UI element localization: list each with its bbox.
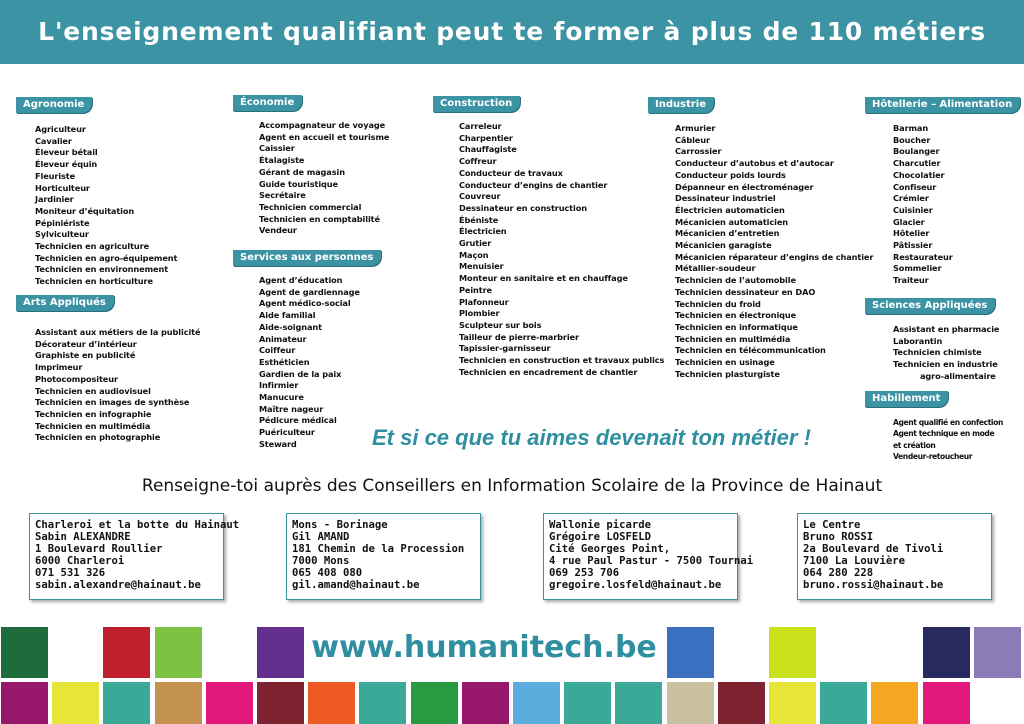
list-item: Conducteur de travaux <box>459 167 563 178</box>
contact-line: 065 408 080 <box>292 567 363 580</box>
category-sciences-appliquees <box>865 295 999 383</box>
list-item: Imprimeur <box>35 362 83 373</box>
category-title: Habillement <box>865 391 948 407</box>
list-item: Chauffagiste <box>459 144 517 155</box>
list-item: Éleveur équin <box>35 159 98 170</box>
contact-line: Gil AMAND <box>292 531 350 544</box>
list-item: Technicien en multimédia <box>675 333 791 344</box>
contact-line: Grégoire LOSFELD <box>549 531 652 544</box>
list-item: Menuisier <box>459 261 504 272</box>
color-square <box>923 627 970 678</box>
list-item: et création <box>893 440 936 450</box>
job-list <box>893 324 999 383</box>
job-list <box>675 123 873 380</box>
color-square <box>564 682 611 724</box>
color-square <box>462 682 509 724</box>
list-item: Infirmier <box>259 380 299 391</box>
list-item: Assistant en pharmacie <box>893 324 1000 334</box>
list-item: Barman <box>893 123 929 133</box>
color-square <box>257 682 304 724</box>
list-item: Agent médico-social <box>259 298 351 309</box>
contact-line: Le Centre <box>803 519 861 531</box>
list-item: Conducteur d’engins de chantier <box>459 179 608 190</box>
contact-line: 2a Boulevard de Tivoli <box>803 543 944 556</box>
contact-card-le-centre <box>797 513 992 600</box>
list-item: Laborantin <box>893 335 943 346</box>
color-square <box>974 627 1021 678</box>
contact-card-mons <box>286 513 481 600</box>
color-square <box>667 682 714 724</box>
color-square <box>103 682 150 724</box>
job-list <box>35 327 200 444</box>
list-item: Pépiniériste <box>35 217 90 228</box>
list-item: Tapissier-garnisseur <box>459 343 551 354</box>
color-square <box>513 682 560 724</box>
list-item: Mécanicien automaticien <box>675 216 789 227</box>
list-item: Photocompositeur <box>35 373 118 384</box>
list-item: Vendeur <box>259 225 297 236</box>
list-item: Coffreur <box>459 156 497 167</box>
list-item: Technicien en horticulture <box>35 276 153 287</box>
color-square <box>923 682 970 724</box>
color-square <box>155 627 202 678</box>
list-item: Électricien <box>459 226 507 237</box>
list-item: Technicien commercial <box>259 201 362 212</box>
list-item: Câbleur <box>675 134 710 145</box>
category-title: Agronomie <box>16 97 92 113</box>
color-square <box>769 682 816 724</box>
list-item: Manucure <box>259 392 304 403</box>
list-item: Couvreur <box>459 191 501 202</box>
list-item: Dépanneur en électroménager <box>675 181 814 192</box>
list-item: Technicien chimiste <box>893 347 982 358</box>
list-item: Mécanicien d’entretien <box>675 228 780 239</box>
list-item: Mécanicien réparateur d’engins de chantier <box>675 251 874 262</box>
list-item: Technicien dessinateur en DAO <box>675 286 816 297</box>
header-banner <box>0 0 1024 64</box>
color-square <box>359 682 406 724</box>
list-item: Glacier <box>893 216 925 227</box>
color-square <box>667 627 714 678</box>
list-item: Technicien en informatique <box>675 321 798 332</box>
contact-line: 7000 Mons <box>292 555 350 568</box>
contact-line: 069 253 706 <box>549 567 620 580</box>
list-item: Agriculteur <box>35 124 86 134</box>
list-item: Technicien en environnement <box>35 264 169 275</box>
contact-line: 7100 La Louvière <box>803 555 906 568</box>
contact-line: 4 rue Paul Pastur - 7500 Tournai <box>549 555 754 568</box>
color-square <box>718 682 765 724</box>
list-item: Technicien en industrie <box>893 359 998 370</box>
list-item: Coiffeur <box>259 345 296 356</box>
list-item: Technicien en usinage <box>675 357 775 368</box>
list-item: Pâtissier <box>893 240 933 251</box>
list-item: Dessinateur industriel <box>675 193 776 204</box>
color-square <box>1 627 48 678</box>
list-item: Guide touristique <box>259 178 338 189</box>
color-square <box>615 682 662 724</box>
color-square <box>52 682 99 724</box>
category-title: Sciences Appliquées <box>865 298 995 314</box>
list-item: Boucher <box>893 134 931 145</box>
list-item: Monteur en sanitaire et en chauffage <box>459 273 628 284</box>
list-item: Carreleur <box>459 121 502 131</box>
color-square <box>103 627 150 678</box>
category-economie <box>233 92 389 237</box>
list-item: Fleuriste <box>35 170 76 181</box>
list-item: Cuisinier <box>893 204 933 215</box>
list-item: Hôtelier <box>893 228 930 239</box>
job-list <box>259 275 381 451</box>
list-item: Chocolatier <box>893 169 945 180</box>
category-title: Construction <box>433 96 520 112</box>
job-list <box>35 124 177 288</box>
list-item: Armurier <box>675 123 716 133</box>
job-list <box>259 120 389 237</box>
list-item: Caissier <box>259 143 295 154</box>
list-item: Technicien en audiovisuel <box>35 385 151 396</box>
category-construction <box>433 93 664 378</box>
list-item: Conducteur poids lourds <box>675 169 786 180</box>
list-item: Agent technique en mode <box>893 429 995 439</box>
category-industrie <box>648 94 873 380</box>
list-item: Étalagiste <box>259 155 305 166</box>
list-item: Technicien en électronique <box>675 310 797 321</box>
contact-line: Mons - Borinage <box>292 519 388 531</box>
list-item: Plombier <box>459 308 500 319</box>
list-item: Ébéniste <box>459 214 499 225</box>
list-item: Agent qualifié en confection <box>893 418 1003 427</box>
list-item: Technicien en construction et travaux publics <box>459 355 665 366</box>
contact-line: Wallonie picarde <box>549 519 652 531</box>
list-item: Technicien en agriculture <box>35 241 150 252</box>
list-item: Animateur <box>259 333 307 344</box>
list-item: Horticulteur <box>35 182 90 193</box>
list-item: Puériculteur <box>259 427 315 438</box>
list-item: Pédicure médical <box>259 415 337 426</box>
contact-line: Cité Georges Point, <box>549 543 671 556</box>
website-link[interactable]: www.humanitech.be <box>311 630 657 665</box>
list-item: Technicien du froid <box>675 298 761 309</box>
list-item: Boulanger <box>893 146 940 157</box>
slogan: Et si ce que tu aimes devenait ton métier ! <box>372 425 811 450</box>
job-list <box>459 121 664 378</box>
contact-line: gregoire.losfeld@hainaut.be <box>549 579 722 592</box>
list-item: Aide familial <box>259 310 316 321</box>
category-title: Arts Appliqués <box>16 295 114 311</box>
category-title: Services aux personnes <box>233 250 381 266</box>
list-item: Technicien en photographie <box>35 432 161 443</box>
list-item: Crémier <box>893 193 929 204</box>
list-item: Maître nageur <box>259 403 324 414</box>
list-item: Charcutier <box>893 158 941 169</box>
list-item: Sommelier <box>893 263 942 274</box>
color-square <box>257 627 304 678</box>
color-square <box>1 682 48 724</box>
list-item: Jardinier <box>35 194 74 205</box>
list-item: Traiteur <box>893 275 929 286</box>
list-item: Technicien en agro-équipement <box>35 252 178 263</box>
list-item: Technicien en infographie <box>35 408 152 419</box>
contact-line: bruno.rossi@hainaut.be <box>803 579 944 592</box>
contact-line: Charleroi et la botte du Hainaut <box>35 519 240 531</box>
contact-card-charleroi <box>29 513 240 600</box>
list-item: Conducteur d’autobus et d’autocar <box>675 158 834 169</box>
list-item: Technicien en multimédia <box>35 420 151 431</box>
contact-line: sabin.alexandre@hainaut.be <box>35 579 201 592</box>
list-item: Assistant aux métiers de la publicité <box>35 327 201 337</box>
category-title: Hôtellerie – Alimentation <box>865 97 1020 113</box>
list-item: Confiseur <box>893 181 937 192</box>
list-item: Technicien en télécommunication <box>675 345 826 356</box>
list-item: Gérant de magasin <box>259 166 345 177</box>
list-item: Sculpteur sur bois <box>459 319 542 330</box>
contact-line: 071 531 326 <box>35 567 106 580</box>
list-item: Gardien de la paix <box>259 368 342 379</box>
contact-line: 064 280 228 <box>803 567 874 580</box>
contact-line: 1 Boulevard Roullier <box>35 543 163 556</box>
list-item: Dessinateur en construction <box>459 202 587 213</box>
list-item: Technicien en comptabilité <box>259 213 380 224</box>
contact-line: gil.amand@hainaut.be <box>292 579 420 592</box>
list-item: Agent en accueil et tourisme <box>259 131 390 142</box>
list-item: Décorateur d’intérieur <box>35 338 137 349</box>
list-item: Électricien automaticien <box>675 204 785 215</box>
category-title: Industrie <box>648 97 714 113</box>
list-item: Moniteur d’équitation <box>35 205 135 216</box>
category-services-aux-personnes <box>233 247 381 451</box>
color-square <box>411 682 458 724</box>
list-item: Éleveur bétail <box>35 147 98 158</box>
color-square <box>155 682 202 724</box>
color-square <box>206 682 253 724</box>
category-arts-appliques <box>16 292 200 444</box>
list-item: Vendeur-retoucheur <box>893 452 973 462</box>
list-item: Technicien plasturgiste <box>675 368 780 379</box>
list-item: Mécanicien garagiste <box>675 240 772 251</box>
page-title: L'enseignement qualifiant peut te former à plus de 110 métiers <box>38 17 986 46</box>
color-square <box>820 682 867 724</box>
list-item: Technicien de l’automobile <box>675 275 796 286</box>
list-item: Sylviculteur <box>35 229 89 240</box>
list-item: Agent de gardiennage <box>259 286 360 297</box>
list-item: Restaurateur <box>893 251 953 262</box>
list-item: Plafonneur <box>459 296 509 307</box>
subtitle: Renseigne-toi auprès des Conseillers en Information Scolaire de la Province de Hainaut <box>141 476 883 496</box>
list-item: Accompagnateur de voyage <box>259 120 386 130</box>
category-hotellerie-alimentation <box>865 94 1020 287</box>
list-item: Métallier-soudeur <box>675 263 756 274</box>
list-item: Aide-soignant <box>259 321 322 332</box>
list-item: Technicien en images de synthèse <box>35 397 190 408</box>
contact-line: Sabin ALEXANDRE <box>35 531 131 544</box>
list-item: Secrétaire <box>259 190 306 201</box>
category-habillement <box>865 388 1003 463</box>
list-item: Carrossier <box>675 146 722 157</box>
category-title: Économie <box>233 95 302 111</box>
list-item: Esthéticien <box>259 356 310 367</box>
contact-line: Bruno ROSSI <box>803 531 874 544</box>
color-square <box>308 682 355 724</box>
job-list <box>893 123 1020 287</box>
color-square <box>769 627 816 678</box>
category-agronomie <box>16 94 177 288</box>
list-item: Tailleur de pierre-marbrier <box>459 331 579 342</box>
list-item: Peintre <box>459 284 492 295</box>
contact-line: 181 Chemin de la Procession <box>292 543 465 556</box>
list-item: Cavalier <box>35 135 72 146</box>
color-square <box>871 682 918 724</box>
list-item: agro-alimentaire <box>920 370 996 381</box>
list-item: Maçon <box>459 249 489 260</box>
list-item: Grutier <box>459 238 492 249</box>
contact-card-wallonie-picarde <box>543 513 754 600</box>
list-item: Technicien en encadrement de chantier <box>459 366 638 377</box>
list-item: Charpentier <box>459 132 513 143</box>
list-item: Steward <box>259 438 297 449</box>
list-item: Agent d’éducation <box>259 275 343 285</box>
list-item: Graphiste en publicité <box>35 350 136 361</box>
contact-line: 6000 Charleroi <box>35 555 125 568</box>
job-list <box>893 417 1003 463</box>
